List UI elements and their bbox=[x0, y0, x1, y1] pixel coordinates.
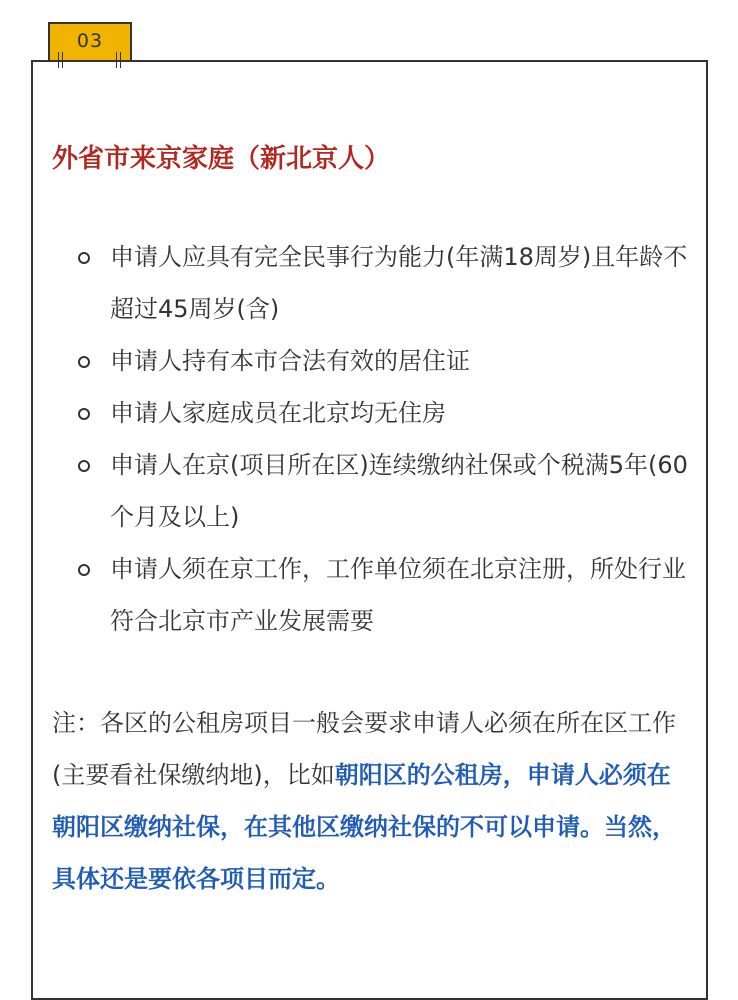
note-highlight: 朝阳区的公租房，申请人必须在朝阳区缴纳社保，在其他区缴纳社保的不可以申请。当然，具体还是要依各项目而定。 bbox=[52, 761, 676, 893]
list-item-text: 申请人应具有完全民事行为能力(年满18周岁)且年龄不超过45周岁(含) bbox=[110, 243, 688, 323]
list-item bbox=[78, 387, 688, 439]
note-text: 注：各区的公租房项目一般会要求申请人必须在所在区工作(主要看社保缴纳地)，比如 bbox=[52, 709, 676, 789]
bullet-circle-icon bbox=[78, 252, 90, 264]
bullet-circle-icon bbox=[78, 564, 90, 576]
bullet-circle-icon bbox=[78, 408, 90, 420]
list-item bbox=[78, 335, 688, 387]
bullet-circle-icon bbox=[78, 356, 90, 368]
section-number: 03 bbox=[76, 30, 104, 52]
section-heading: 外省市来京家庭（新北京人） bbox=[52, 144, 391, 174]
list-item-text: 申请人在京(项目所在区)连续缴纳社保或个税满5年(60个月及以上) bbox=[110, 451, 688, 531]
list-item bbox=[78, 439, 688, 543]
list-item-text: 申请人须在京工作，工作单位须在北京注册，所处行业符合北京市产业发展需要 bbox=[110, 555, 686, 635]
list-item-text: 申请人家庭成员在北京均无住房 bbox=[110, 399, 446, 427]
list-item-text: 申请人持有本市合法有效的居住证 bbox=[110, 347, 470, 375]
list-item bbox=[78, 543, 688, 647]
note-paragraph bbox=[52, 697, 692, 905]
list-item bbox=[78, 231, 688, 335]
requirements-list bbox=[78, 231, 688, 647]
bullet-circle-icon bbox=[78, 460, 90, 472]
